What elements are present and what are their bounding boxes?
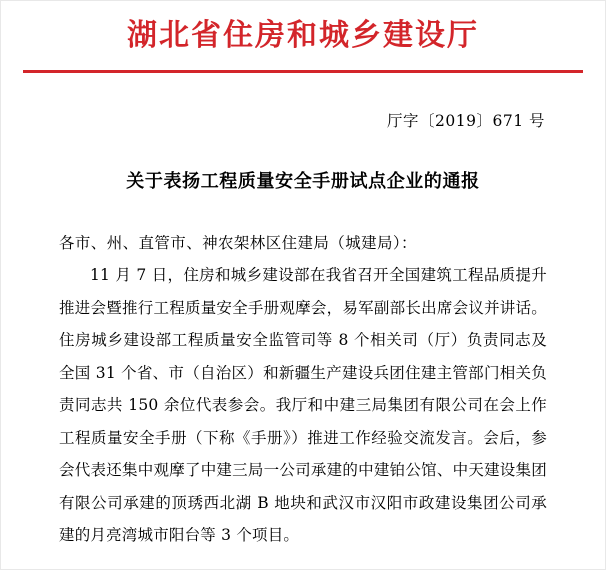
document-number: 厅字〔2019〕671 号: [387, 111, 545, 130]
letterhead: [1, 1, 605, 61]
issuing-organization-title: 湖北省住房和城乡建设厅: [127, 18, 479, 53]
document-body: [59, 227, 547, 552]
salutation: 各市、州、直管市、神农架林区住建局（城建局）：: [59, 233, 417, 252]
letterhead-red-rule: [23, 70, 583, 73]
document-title: 关于表扬工程质量安全手册试点企业的通报: [126, 170, 480, 192]
body-paragraph: 11 月 7 日，住房和城乡建设部在我省召开全国建筑工程品质提升推进会暨推行工程质量安全手册观摩会，易军副部长出席会议并讲话。住房城乡建设部工程质量安全监管司等 8 个相关司（厅）负责同志及全国 31 个省、市（自治区）和新疆生产建设兵团住建主管部门相关负责同志共 150 余位代表参会。我厅和中建三局集团有限公司在会上作工程质量安全手册（下称《手册》）推进工作经验交流发言。会后，参会代表还集中观摩了中建三局一公司承建的中建铂公馆、中天建设集团有限公司承建的顶琇西北湖 B 地块和武汉市汉阳市政建设集团公司承建的月亮湾城市阳台等 3 个项目。: [59, 266, 547, 545]
